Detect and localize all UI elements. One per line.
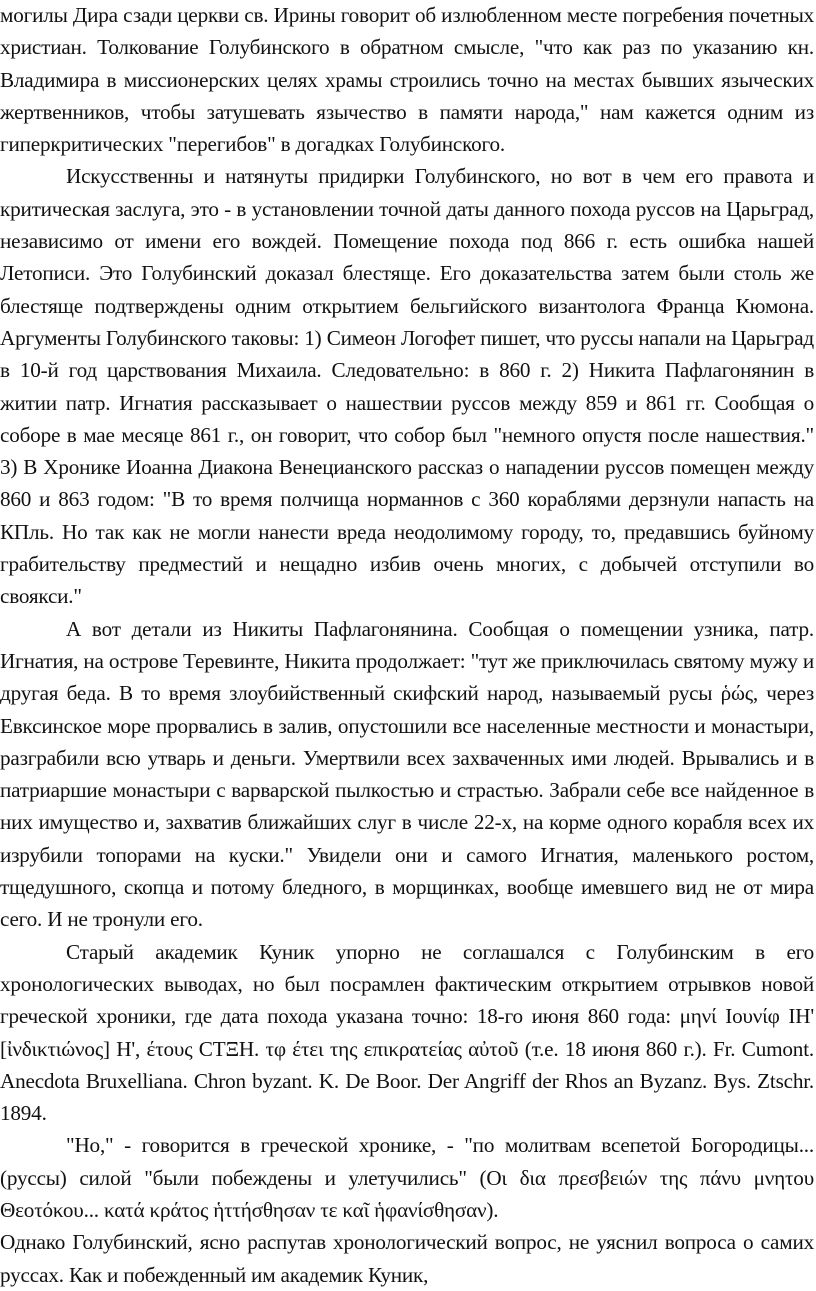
paragraph-5: "Но," - говорится в греческой хронике, - "по молитвам всепетой Богородицы... (руссы) силой "были побеждены и улетучились" (Οι δια πρεσβειών της πάνυ μνητου Θεοτόκου... κατά κράτος ἡττήσθησαν τε καῖ ἡφανίσθησαν). (0, 1133, 814, 1222)
paragraph-6: Однако Голубинский, ясно распутав хронологический вопрос, не уяснил вопроса о самих руссах. Как и побежденный им академик Куник, (0, 1230, 814, 1287)
paragraph-2: Искусственны и натянуты придирки Голубинского, но вот в чем его правота и критическая заслуга, это - в установлении точной даты данного похода руссов на Царьград, независимо от имени его вождей. Помещение похода под 866 г. есть ошибка нашей Летописи. Это Голубинский доказал блестяще. Его доказательства затем были столь же блестяще подтверждены одним открытием бельгийского византолога Франца Кюмона. Аргументы Голубинского таковы: 1) Симеон Логофет пишет, что руссы напали на Царьград в 10-й год царствования Михаила. Следовательно: в 860 г. 2) Никита Пафлагонянин в житии патр. Игнатия рассказывает о нашествии руссов между 859 и 861 гг. Сообщая о соборе в мае месяце 861 г., он говорит, что собор был "немного опустя после нашествия." 3) В Хронике Иоанна Диакона Венецианского рассказ о нападении руссов помещен между 860 и 863 годом: "В то время полчища норманнов с 360 кораблями дерзнули напасть на КПль. Но так как не могли нанести вреда неодолимому городу, то, предавшись буйному грабительству предместий и нещадно избив очень многих, с добычей отступили во своякси." (0, 164, 814, 609)
paragraph-4: Старый академик Куник упорно не соглашался с Голубинским в его хронологических выводах, но был посрамлен фактическим открытием отрывков новой греческой хроники, где дата похода указана точно: 18-го июня 860 года: μηνί Ιουνίφ ΙΗ' [ἰνδικτιώνος] Η', έτους СΤΞΗ. τφ έτει της επικρατείας αὐτοῦ (т.е. 18 июня 860 г.). Fr. Cumont. Anecdota Bruxelliana. Chron byzant. K. De Boor. Der Angriff der Rhos an Byzanz. Bys. Ztschr. 1894. (0, 939, 814, 1126)
paragraph-1: могилы Дира сзади церкви св. Ирины говорит об излюбленном месте погребения почетных христиан. Толкование Голубинского в обратном смысле, "что как раз по указанию кн. Владимира в миссионерских целях храмы строились точно на местах бывших языческих жертвенников, чтобы затушевать язычество в памяти народа," нам кажется одним из гиперкритических "перегибов" в догадках Голубинского. (0, 3, 814, 157)
paragraph-3: А вот детали из Никиты Пафлагонянина. Сообщая о помещении узника, патр. Игнатия, на острове Теревинте, Никита продолжает: "тут же приключилась святому мужу и другая беда. В то время злоубийственный скифский народ, называемый русы ῥώς, через Евксинское море прорвались в залив, опустошили все населенные местности и монастыри, разграбили всю утварь и деньги. Умертвили всех захваченных ими людей. Врывались и в патриаршие монастыри с варварской пылкостью и страстью. Забрали себе все найденное в них имущество и, захватив ближайших слуг в числе 22-х, на корме одного корабля всех их изрубили топорами на куски." Увидели они и самого Игнатия, маленького ростом, тщедушного, скопца и потому бледного, в морщинках, вообще имевшего вид не от мира сего. И не тронули его. (0, 616, 814, 932)
